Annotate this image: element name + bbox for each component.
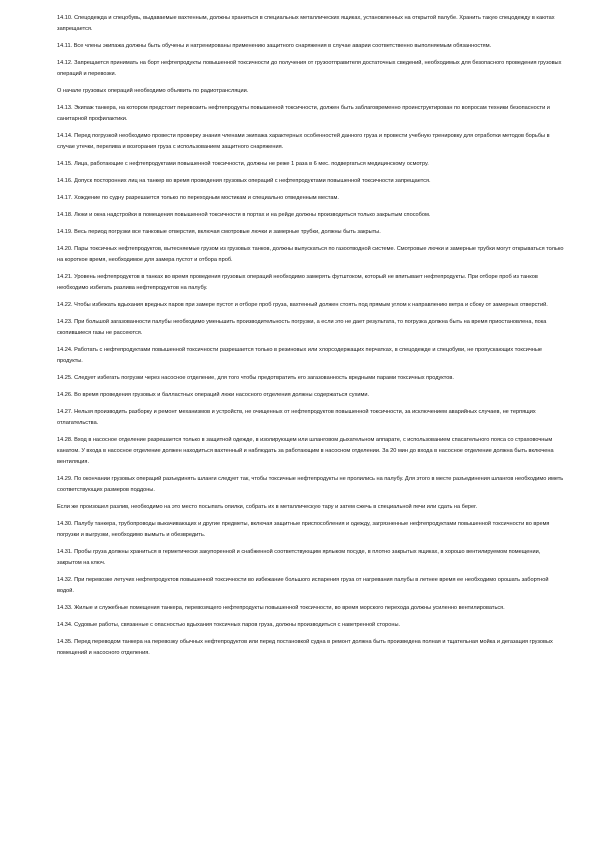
paragraph-14-20: 14.20. Пары токсичных нефтепродуктов, вытесняемые грузом из грузовых танков, должны выпускаться по газоотводной системе. Смотровые лючки и замерные трубки могут открываться только на короткое время, необходимое для замера пустот и отбора проб.: [57, 246, 564, 263]
paragraph-14-32: 14.32. При перевозке летучих нефтепродуктов повышенной токсичности во избежание большого испарения груза от нагревания палубы в летнее время ее необходимо орошать забортной водой.: [57, 577, 549, 594]
paragraph-14-35: 14.35. Перед переводом танкера на перевозку обычных нефтепродуктов или перед постановкой судна в ремонт должна быть произведена полная и тщательная мойка и дегазация грузовых помещений и насосного отделения.: [57, 639, 553, 656]
paragraph-14-31: 14.31. Пробы груза должны храниться в герметически закупоренной и снабженной соответствующим ярлыком посуде, в плотно закрытых ящиках, в хорошо вентилируемом помещении, закрытом на ключ.: [57, 549, 541, 566]
paragraph-14-17: 14.17. Хождение по судну разрешается только по переходным мостикам и специально отведенным местам.: [57, 195, 339, 201]
paragraph-14-22: 14.22. Чтобы избежать вдыхания вредных паров при замере пустот и отборе проб груза, вахтенный должен стоять под прямым углом к направлению ветра и сбоку от замерных отверстий.: [57, 302, 548, 308]
paragraph-14-25: 14.25. Следует избегать погрузки через насосное отделение, для того чтобы предотвратить его загазованность вредными парами токсичных продуктов.: [57, 375, 454, 381]
paragraph-spill-handling: Если же произошел разлив, необходимо на это место посыпать опилки, собрать их в металлическую тару и затем сжечь в специальной печи или сдать на берег.: [57, 504, 478, 510]
paragraph-14-19: 14.19. Весь период погрузки все танковые отверстия, включая смотровые лючки и замерные трубки, должны быть закрыты.: [57, 229, 381, 235]
paragraph-14-11: 14.11. Все члены экипажа должны быть обучены и натренированы применению защитного снаряжения в случае аварии соответственно выполняемым обязанностям.: [57, 43, 492, 49]
paragraph-14-29: 14.29. По окончании грузовых операций разъединять шланги следует так, чтобы токсичные нефтепродукты не пролились на палубу. Для этого в месте разъединения шлангов необходимо иметь соответствующих размеров поддоны.: [57, 476, 564, 493]
paragraph-14-16: 14.16. Допуск посторонних лиц на танкер во время проведения грузовых операций с нефтепродуктами повышенной токсичности запрещается.: [57, 178, 431, 184]
paragraph-operations-announcement: О начале грузовых операций необходимо объявить по радиотрансляции.: [57, 88, 249, 94]
paragraph-14-13: 14.13. Экипаж танкера, на котором предстоит перевозить нефтепродукты повышенной токсичности, должен быть заблаговременно проинструктирован по вопросам техники безопасности и санитарной профилактики.: [57, 105, 550, 122]
paragraph-14-27: 14.27. Нельзя производить разборку и ремонт механизмов и устройств, не очищенных от нефтепродуктов повышенной токсичности, за исключением аварийных случаев, не терпящих отлагательства.: [57, 409, 536, 426]
paragraph-14-26: 14.26. Во время проведения грузовых и балластных операций люки насосного отделения должны содержаться сухими.: [57, 392, 370, 398]
paragraph-14-30: 14.30. Палубу танкера, трубопроводы выкачивающих и другие предметы, включая защитные приспособления и одежду, загрязненные нефтепродуктами повышенной токсичности во время погрузки и выгрузки, необходимо вымыть и обезвредить.: [57, 521, 550, 538]
paragraph-14-14: 14.14. Перед погрузкой необходимо провести проверку знания членами экипажа характерных особенностей данного груза и провести учебную тренировку для отработки методов борьбы в случае утечки, перелива и возгорания груза с использованием защитного снаряжения.: [57, 133, 550, 150]
paragraph-14-34: 14.34. Судовые работы, связанные с опасностью вдыхания токсичных паров груза, должны производиться с наветренной стороны.: [57, 622, 401, 628]
paragraph-14-21: 14.21. Уровень нефтепродуктов в танках во время проведения грузовых операций необходимо замерять футштоком, который не впитывает нефтепродукты. При отборе проб из танков необходимо избегать разлива нефтепродуктов на палубу.: [57, 274, 538, 291]
paragraph-14-28: 14.28. Вход в насосное отделение разрешается только в защитной одежде, в изолирующем или шланговом дыхательном аппарате, с использованием спасательного пояса со страховочным канатом. У входа в насосное отделение должен находиться вахтенный и наблюдать за работающим в насосном отделении. За 20 мин до входа в насосное отделение должна быть включена вентиляция.: [57, 437, 554, 465]
paragraph-14-10: 14.10. Спецодежда и спецобувь, выдаваемые вахтенным, должны храниться в специальных металлических ящиках, установленных на открытой палубе. Хранить такую спецодежду в каютах запрещается.: [57, 15, 555, 32]
paragraph-14-15: 14.15. Лица, работающие с нефтепродуктами повышенной токсичности, должны не реже 1 раза в 6 мес. подвергаться медицинскому осмотру.: [57, 161, 429, 167]
paragraph-14-24: 14.24. Работать с нефтепродуктами повышенной токсичности разрешается только в резиновых или хлорсодержащих перчатках, в спецодежде и спецобуви, не пропускающих токсичные продукты.: [57, 347, 542, 364]
paragraph-14-12: 14.12. Запрещается принимать на борт нефтепродукты повышенной токсичности до получения от грузоотправителя достаточных сведений, необходимых для безопасного проведения грузовых операций и перевозки.: [57, 60, 562, 77]
paragraph-14-18: 14.18. Люки и окна надстройки в помещения повышенной токсичности в портах и на рейде должны производиться только закрытым способом.: [57, 212, 431, 218]
paragraph-14-23: 14.23. При большой загазованности палубы необходимо уменьшить производительность погрузки, а если это не дает результата, то погрузка должна быть на время приостановлена, пока скопившиеся газы не рассеются.: [57, 319, 547, 336]
paragraph-14-33: 14.33. Жилые и служебные помещения танкера, перевозящего нефтепродукты повышенной токсичности, во время морского перехода должны усиленно вентилироваться.: [57, 605, 505, 611]
